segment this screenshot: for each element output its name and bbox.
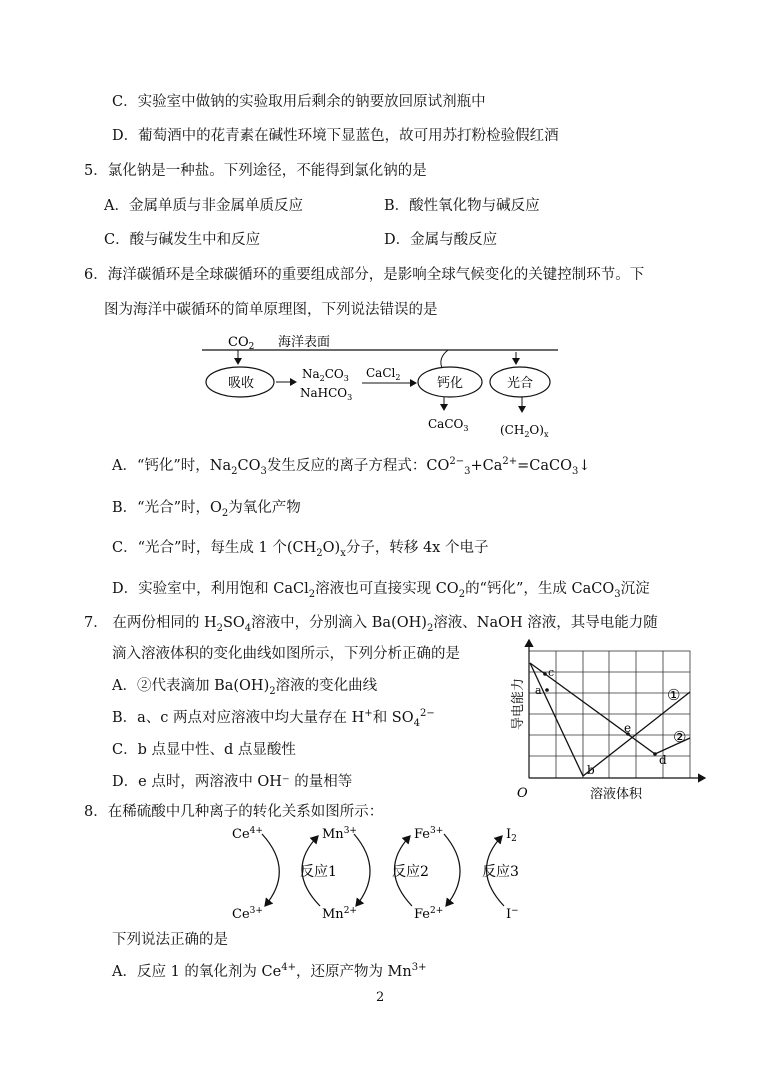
x-axis-label: 溶液体积 (590, 787, 643, 802)
cacl2-label: CaCl$_2$ (366, 366, 401, 382)
co2-label: $CO_2$ (228, 335, 255, 352)
q4-option-d: D．葡萄酒中的花青素在碱性环境下显蓝色，故可用苏打粉检验假红酒 (112, 128, 559, 144)
label-d: d (659, 753, 667, 767)
origin-label: O (517, 786, 528, 801)
ion-fe2: $Fe^{2+}$ (414, 906, 444, 922)
curve-2-label: ② (673, 728, 687, 746)
nahco3-label: NaHCO$_3$ (300, 386, 353, 402)
label-a: a (535, 684, 542, 697)
q7-option-b: B．a、c 两点对应溶液中均大量存在 H+和 $SO_4^{2-}$ (112, 708, 435, 729)
ch2o-label: $(CH_2O)_x$ (500, 423, 549, 439)
q8-lead: 下列说法正确的是 (112, 932, 228, 948)
calcify-label: 钙化 (437, 376, 464, 391)
ion-mn3: $Mn^{3+}$ (322, 826, 357, 842)
q5-option-a: A．金属单质与非金属单质反应 (104, 198, 303, 214)
reaction-1-label: 反应1 (300, 864, 337, 880)
q8-stem: 8．在稀硫酸中几种离子的转化关系如图所示： (84, 804, 384, 820)
q5-option-c: C．酸与碱发生中和反应 (104, 232, 261, 248)
sea-surface-label: 海洋表面 (278, 335, 331, 350)
label-b: b (587, 763, 595, 777)
ion-fe3: $Fe^{3+}$ (414, 826, 444, 842)
q6-option-b: B．“光合”时，$O_2$为氧化产物 (112, 500, 301, 519)
curve-1-label: ① (667, 686, 681, 704)
ion-i2: $I_2$ (506, 827, 517, 844)
q7-stem-line2: 滴入溶液体积的变化曲线如图所示，下列分析正确的是 (112, 646, 460, 662)
q7-stem-line1: 7． 在两份相同的 $H_2SO_4$溶液中，分别滴入 $Ba(OH)_2$溶液、NaOH 溶液，其导电能力随 (84, 615, 658, 634)
absorb-label: 吸收 (228, 376, 255, 391)
q4-option-c: C．实验室中做钠的实验取用后剩余的钠要放回原试剂瓶中 (112, 94, 486, 110)
q7-option-c: C．b 点显中性、d 点显酸性 (112, 742, 296, 758)
q6-option-c: C．“光合”时，每生成 1 个$(CH_2O)_x$分子，转移 4x 个电子 (112, 540, 489, 559)
label-e: e (624, 721, 632, 735)
y-axis-label: 导电能力 (511, 677, 526, 730)
reaction-3-label: 反应3 (482, 864, 519, 880)
q5-option-b: B．酸性氧化物与碱反应 (384, 198, 540, 214)
na2co3-label: $Na_2CO_3$ (302, 367, 349, 383)
q5-stem: 5．氯化钠是一种盐。下列途径，不能得到氯化钠的是 (84, 163, 427, 179)
ion-ce4: $Ce^{4+}$ (232, 826, 263, 842)
q8-option-a: A．反应 1 的氧化剂为 $Ce^{4+}$，还原产物为 $Mn^{3+}$ (112, 962, 427, 980)
ion-ce3: $Ce^{3+}$ (232, 906, 263, 922)
ion-mn2: $Mn^{2+}$ (322, 906, 357, 922)
q6-stem-line2: 图为海洋中碳循环的简单原理图，下列说法错误的是 (104, 302, 438, 318)
caco3-label: CaCO$_3$ (428, 417, 469, 433)
q5-option-d: D．金属与酸反应 (384, 232, 498, 248)
q6-option-a: A．“钙化”时，$Na_2CO_3$发生反应的离子方程式：$CO^{2-}_3+Ca^{2+}=CaCO_3↓$ (112, 456, 591, 477)
page-number: 2 (376, 990, 385, 1005)
q7-option-d: D．e 点时，两溶液中 OH⁻ 的量相等 (112, 774, 353, 790)
photosynthesis-label: 光合 (507, 376, 534, 391)
q6-option-d: D．实验室中，利用饱和 CaCl$_2$溶液也可直接实现 $CO_2$的“钙化”，生成 CaCO$_3$沉淀 (112, 581, 650, 600)
label-c: c (548, 666, 555, 679)
reaction-2-label: 反应2 (392, 864, 429, 880)
q6-stem-line1: 6．海洋碳循环是全球碳循环的重要组成部分，是影响全球气候变化的关键控制环节。下 (84, 267, 645, 283)
q7-option-a: A．②代表滴加 $Ba(OH)_2$溶液的变化曲线 (112, 678, 378, 697)
ion-iminus: I− (506, 906, 519, 922)
